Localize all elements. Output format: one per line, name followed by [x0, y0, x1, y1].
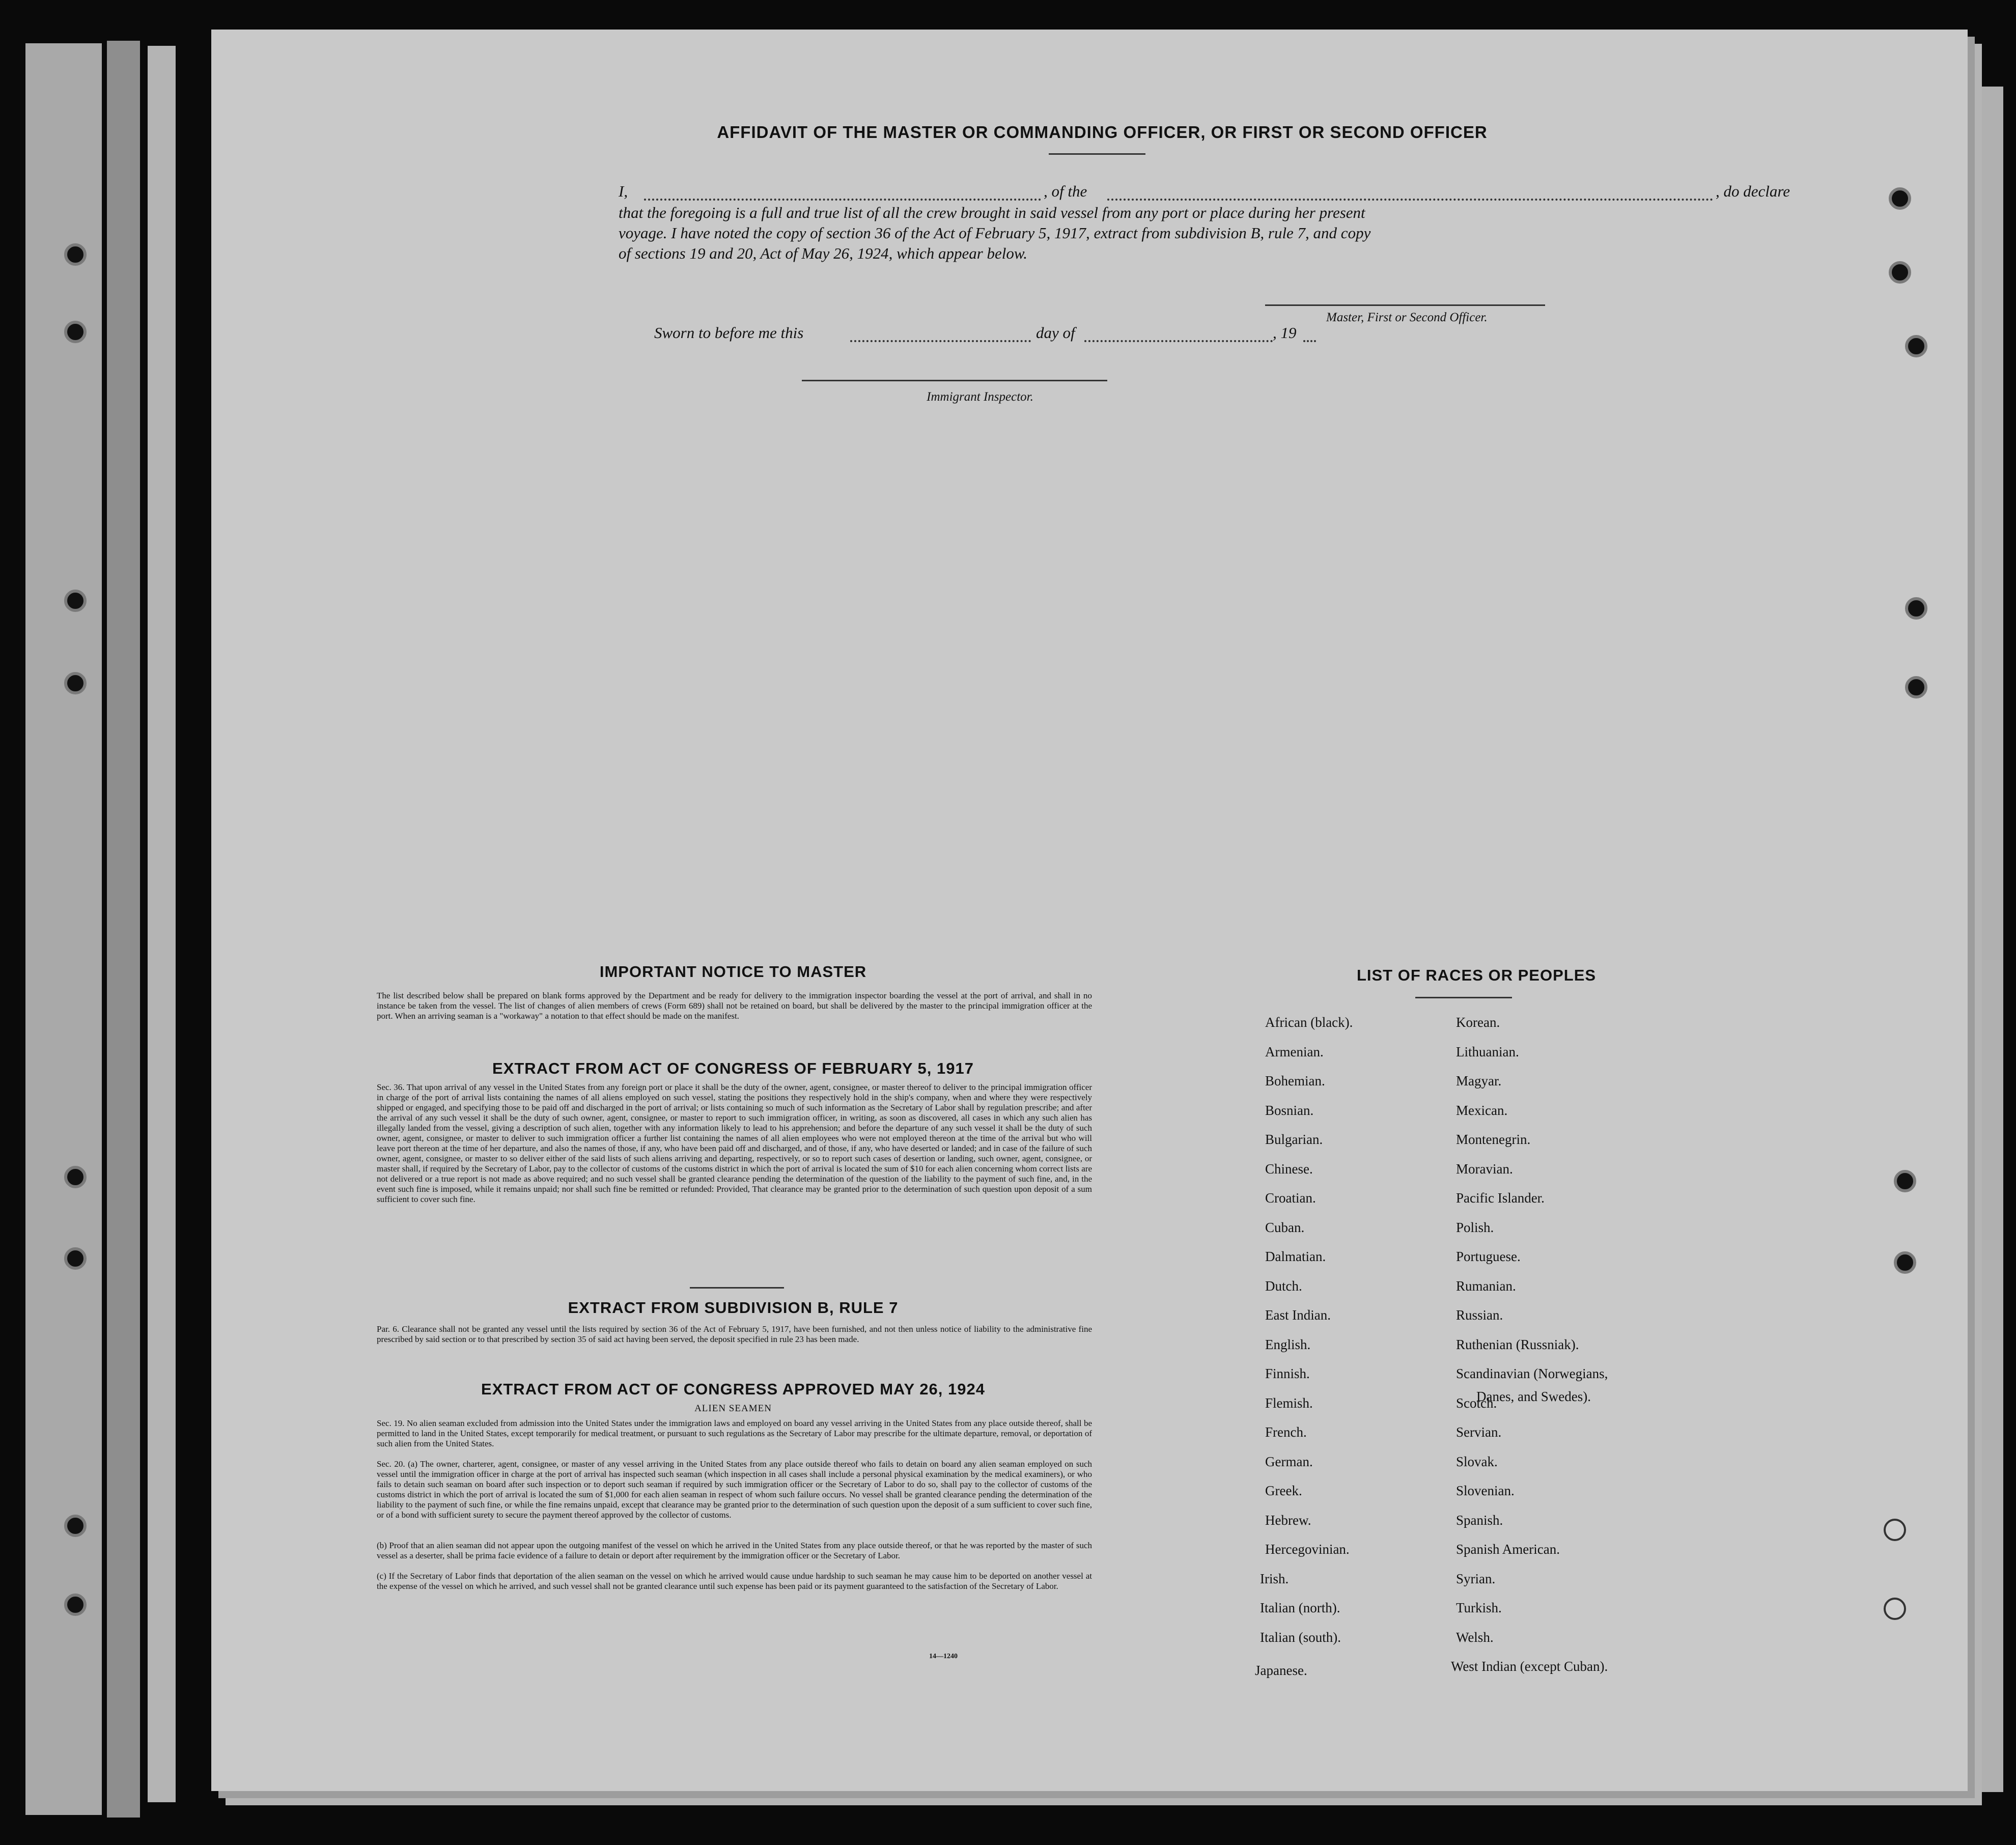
race-item: Slovak. — [1456, 1454, 1498, 1469]
notice-text: The list described below shall be prepared on blank forms approved by the Department and be ready for delivery to the immigration inspector boarding the vessel at the port of arrival, and shall in no instance be taken from the vessel. The list of changes of alien members of crews (Form 689) shall not be retained on board, but shall be delivered by the master to the principal immigration officer at the port. When an arriving seaman is a "workaway" a notation to that effect should be made on the manifest. — [377, 991, 1092, 1021]
race-item: Danes, and Swedes). — [1476, 1389, 1591, 1404]
form-page — [211, 30, 1968, 1791]
race-item: Welsh. — [1456, 1630, 1494, 1645]
race-item: Finnish. — [1265, 1366, 1310, 1381]
affidavit-title: AFFIDAVIT OF THE MASTER OR COMMANDING OFFICER, OR FIRST OR SECOND OFFICER — [717, 123, 1488, 142]
affidavit-line2: that the foregoing is a full and true list of all the crew brought in said vessel from any port or place during her present — [619, 204, 1365, 221]
race-item: Hercegovinian. — [1265, 1542, 1350, 1557]
race-item: Greek. — [1265, 1483, 1302, 1498]
signature-line[interactable] — [1265, 304, 1545, 306]
race-item: Irish. — [1260, 1571, 1289, 1586]
race-item: Korean. — [1456, 1015, 1500, 1030]
page-hole — [1894, 1251, 1916, 1274]
declarant-name-field[interactable] — [644, 199, 1041, 201]
sworn-line: Sworn to before me this day of , 19 — [654, 324, 1316, 346]
binder-hole — [64, 672, 87, 694]
race-item: Montenegrin. — [1456, 1132, 1531, 1147]
race-item: Italian (south). — [1260, 1630, 1341, 1645]
race-item: Flemish. — [1265, 1395, 1313, 1411]
extract-1917-title: EXTRACT FROM ACT OF CONGRESS OF FEBRUARY 5, 1917 — [492, 1059, 974, 1077]
races-column-2 — [1451, 1015, 1670, 1676]
extract-1924-title: EXTRACT FROM ACT OF CONGRESS APPROVED MAY 26, 1924 — [481, 1380, 985, 1398]
sec20a-text: Sec. 20. (a) The owner, charterer, agent, consignee, or master of any vessel arriving in the United States from any place outside thereof who fails to detain on board any alien seaman employed on such vessel until the immigration officer in charge at the port of arrival has inspected such seaman (which inspection in all cases shall include a personal physical examination by the medical examiners), or who fails to detain such seaman on board after such inspection or to deport such seaman if required by such immigration officer or the Secretary of Labor to do so, shall pay to the collector of customs of the customs district in which the port of arrival is located the sum of $1,000 for each alien seaman in respect of whom such failure occurs. No vessel shall be granted clearance pending the determination of the liability to the payment of such fine, or while the fine remains unpaid, except that clearance may be granted prior to the determination of such question upon the deposit of a sum sufficient to cover such fine, or of a bond with sufficient surety to secure the payment thereof approved by the collector of customs. — [377, 1459, 1092, 1520]
page-hole — [1905, 335, 1927, 357]
race-item: African (black). — [1265, 1015, 1353, 1030]
race-item: Mexican. — [1456, 1103, 1508, 1118]
race-item: Scandinavian (Norwegians, — [1456, 1366, 1608, 1381]
race-item: Italian (north). — [1260, 1600, 1340, 1615]
page-hole — [1905, 597, 1927, 620]
race-item: Dutch. — [1265, 1278, 1302, 1294]
binder-hole — [64, 1166, 87, 1188]
sec20c-text: (c) If the Secretary of Labor finds that deportation of the alien seaman on the vessel on which he arrived would cause undue hardship to such seaman he may cause him to be deported on another vessel at the expense of the vessel on which he arrived, and such vessel shall not be granted clearance until such expense has been paid or its payment guaranteed to the satisfaction of the Secretary of Labor. — [377, 1571, 1092, 1591]
sec20b-text: (b) Proof that an alien seaman did not appear upon the outgoing manifest of the vessel on which he arrived in the United States from any place outside thereof, or that he was reported by the master of such vessel as a deserter, shall be prima facie evidence of a failure to detain or deport after requirement by the immigration officer or the Secretary of Labor. — [377, 1541, 1092, 1560]
affidavit-line3: voyage. I have noted the copy of section 36 of the Act of February 5, 1917, extract from subdivision B, rule 7, and copy — [619, 224, 1371, 242]
race-item: Spanish American. — [1456, 1542, 1560, 1557]
page-hole — [1889, 187, 1911, 210]
race-item: Polish. — [1456, 1220, 1494, 1235]
rule7-title: EXTRACT FROM SUBDIVISION B, RULE 7 — [568, 1299, 899, 1317]
binder-hole — [64, 1594, 87, 1616]
races-title: LIST OF RACES OR PEOPLES — [1356, 966, 1597, 984]
race-item: Bulgarian. — [1265, 1132, 1323, 1147]
page-hole — [1889, 261, 1911, 284]
race-item: Armenian. — [1265, 1044, 1324, 1059]
race-item: French. — [1265, 1424, 1307, 1440]
binder-hole — [64, 1515, 87, 1537]
page-hole — [1884, 1598, 1906, 1620]
affidavit-line1: I, , of the , do declare — [619, 182, 1790, 200]
race-item: East Indian. — [1265, 1307, 1331, 1323]
binder-hole — [64, 243, 87, 266]
race-item: Lithuanian. — [1456, 1044, 1519, 1059]
sec19-text: Sec. 19. No alien seaman excluded from admission into the United States under the immigration laws and employed on board any vessel arriving in the United States from any place outside thereof, shall be permitted to land in the United States, except temporarily for medical treatment, or pursuant to such regulations as the Secretary of Labor may prescribe for the ultimate departure, removal, or deportation of such alien from the United States. — [377, 1418, 1092, 1448]
race-item: Slovenian. — [1456, 1483, 1515, 1498]
race-item: Pacific Islander. — [1456, 1190, 1545, 1206]
page-hole — [1905, 676, 1927, 698]
notice-title: IMPORTANT NOTICE TO MASTER — [599, 963, 867, 981]
rule7-text: Par. 6. Clearance shall not be granted any vessel until the lists required by section 36 of the Act of February 5, 1917, have been furnished, and not then unless notice of liability to the administrative fine prescribed by said section or to that prescribed by section 35 of said act having been served, the deposit specified in rule 23 has been made. — [377, 1324, 1092, 1344]
page-hole — [1884, 1519, 1906, 1541]
race-item: Japanese. — [1255, 1663, 1307, 1678]
section-divider — [690, 1287, 784, 1289]
affidavit-title-rule — [1049, 153, 1145, 155]
sworn-month-field[interactable] — [1084, 340, 1273, 342]
vessel-name-field[interactable] — [1107, 199, 1713, 201]
race-item: Magyar. — [1456, 1073, 1502, 1088]
binder-hole — [64, 1247, 87, 1270]
races-column-1 — [1255, 1015, 1433, 1678]
race-item: Hebrew. — [1265, 1513, 1311, 1528]
alien-seamen-subtitle: ALIEN SEAMEN — [694, 1403, 772, 1414]
inspector-label: Immigrant Inspector. — [927, 390, 1033, 404]
race-item: West Indian (except Cuban). — [1451, 1659, 1608, 1674]
race-item: Scotch. — [1456, 1395, 1497, 1411]
page-hole — [1894, 1170, 1916, 1192]
binder-strip-right — [148, 46, 176, 1802]
binder-strip-middle — [107, 41, 140, 1818]
race-item: Moravian. — [1456, 1161, 1513, 1177]
binder-strip-left — [25, 43, 102, 1815]
inspector-signature-line[interactable] — [802, 380, 1107, 381]
binder-hole — [64, 321, 87, 343]
form-number: 14—1240 — [929, 1653, 958, 1660]
adjacent-page-edge — [1963, 87, 2003, 1792]
race-item: Rumanian. — [1456, 1278, 1516, 1294]
sworn-day-field[interactable] — [850, 340, 1031, 342]
races-title-rule — [1415, 997, 1512, 998]
extract-1917-text: Sec. 36. That upon arrival of any vessel in the United States from any foreign port or place it shall be the duty of the owner, agent, consignee, or master thereof to deliver to the principal immigration officer in charge of the port of arrival lists containing the names of all aliens employed on such vessel, stating the positions they respectively hold in the ship's company, when and where they were respectively shipped or engaged, and specifying those to be paid off and discharged in the port of arrival; or lists containing so much of such information as the Secretary of Labor shall by regulation prescribe; and after the arrival of any such vessel it shall be the duty of such owner, agent, consignee, or master to report to such immigration officer, in writing, as soon as discovered, all cases in which any such alien has illegally landed from the vessel, giving a description of such alien, together with any information likely to lead to his apprehension; and before the departure of any such vessel it shall be the duty of such owner, agent, consignee, or master to deliver to such immigration officer a further list containing the names of all alien employees who were not employed thereon at the time of the arrival but who will leave port thereon at the time of her departure, and also the names of those, if any, who have been paid off and discharged, and of those, if any, who have deserted or landed; and in case of the failure of such owner, agent, consignee, or master to so deliver either of the said lists of such aliens arriving and departing, respectively, or so to report such cases of desertion or landing, such owner, agent, consignee, or master shall, if required by the Secretary of Labor, pay to the collector of customs of the customs district in which the port of arrival is located the sum of $10 for each alien concerning whom correct lists are not delivered or a true report is not made as above required; and no such vessel shall be granted clearance pending the determination of the question of the liability to the payment of such fine, and, in the event such fine is imposed, while it remains unpaid; nor shall such fine be remitted or refunded: Provided, That clearance may be granted prior to the determination of such question upon deposit of a sum sufficient to cover such fine. — [377, 1082, 1092, 1204]
race-item: Dalmatian. — [1265, 1249, 1326, 1264]
race-item: Syrian. — [1456, 1571, 1496, 1586]
race-item: German. — [1265, 1454, 1313, 1469]
race-item: English. — [1265, 1337, 1311, 1352]
race-item: Bosnian. — [1265, 1103, 1314, 1118]
race-item: Russian. — [1456, 1307, 1503, 1323]
race-item: Portuguese. — [1456, 1249, 1521, 1264]
sworn-year-field[interactable] — [1303, 340, 1316, 342]
race-item: Croatian. — [1265, 1190, 1316, 1206]
race-item: Cuban. — [1265, 1220, 1305, 1235]
race-item: Chinese. — [1265, 1161, 1313, 1177]
race-item: Spanish. — [1456, 1513, 1503, 1528]
binder-hole — [64, 590, 87, 612]
affidavit-line4: of sections 19 and 20, Act of May 26, 1924, which appear below. — [619, 244, 1028, 262]
signature-label: Master, First or Second Officer. — [1326, 311, 1488, 324]
race-item: Turkish. — [1456, 1600, 1502, 1615]
race-item: Ruthenian (Russniak). — [1456, 1337, 1579, 1352]
race-item: Servian. — [1456, 1424, 1502, 1440]
race-item: Bohemian. — [1265, 1073, 1325, 1088]
